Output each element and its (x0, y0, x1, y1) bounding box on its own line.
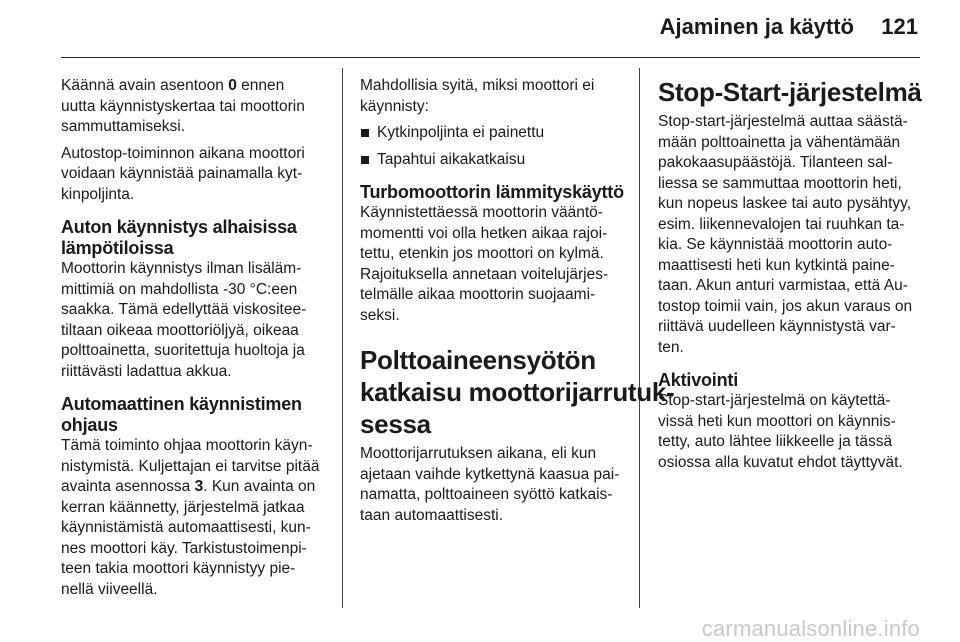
paragraph-start-failure: Mahdollisia syitä, miksi moottori ei käynnisty: (360, 77, 595, 115)
column-divider-left (342, 68, 343, 608)
bullet-square-icon (361, 156, 369, 164)
heading-stop-start: Stop-Start-järjestelmä (658, 77, 922, 107)
paragraph-key-position: Käännä avain asentoon 0 ennen uutta käynnistyskertaa tai moottorin sammuttamiseksi. (61, 77, 305, 135)
paragraph-activation: Stop-start-järjestelmä on käytettä- vissä heti kun moottori on käynnis- tetty, auto lähtee liikkeelle ja tässä osiossa alla kuvatut ehdot täyttyvät. (658, 392, 903, 471)
heading-cold-start: Auton käynnistys alhaisissa lämpötiloissa (61, 217, 297, 258)
bullet-square-icon (361, 129, 369, 137)
header-rule (61, 57, 920, 58)
column-1 (61, 76, 339, 606)
column-divider-right (639, 68, 640, 608)
heading-activation: Aktivointi (658, 370, 739, 390)
paragraph-cold-start: Moottorin käynnistys ilman lisäläm- mittimiä on mahdollista -30 °C:een saakka. Tämä edellyttää viskositee- tiltaan oikeaa moottoriöljyä, oikeaa polttoainetta, suoritettuja huoltoja ja riittävästi ladattua akkua. (61, 260, 307, 380)
section-title: Ajaminen ja käyttö (659, 14, 854, 39)
heading-auto-starter: Automaattinen käynnistimen ohjaus (61, 394, 302, 435)
list-item: Tapahtui aikakatkaisu (360, 150, 628, 171)
paragraph-turbo-warmup: Käynnistettäessä moottorin vääntö- momentti voi olla hetken aikaa rajoi- tettu, etenkin jos moottori on kylmä. Rajoituksella annetaan voitelujärjes- telmälle aikaa moottorin suojaami- seksi. (360, 204, 609, 324)
paragraph-auto-starter: Tämä toiminto ohjaa moottorin käyn- nistymistä. Kuljettajan ei tarvitse pitää avainta asennossa 3. Kun avainta on kerran käännetty, järjestelmä jatkaa käynnistämistä automaattisesti, kun- nes moottori käy. Tarkistustoimenpi- teen takia moottori käynnistyy pie- nellä viiveellä. (61, 437, 320, 598)
heading-fuel-cutoff: Polttoaineensyötön katkaisu moottorijarrutuk- sessa (360, 345, 675, 439)
watermark: carmanualsonline.info (701, 616, 920, 641)
column-3 (658, 76, 930, 479)
paragraph-fuel-cutoff: Moottorijarrutuksen aikana, eli kun ajetaan vaihde kytkettynä kaasua pai- namatta, polttoaineen syöttö katkais- taan automaattisesti. (360, 445, 620, 524)
page-header (0, 0, 960, 58)
paragraph-autostop: Autostop-toiminnon aikana moottori voidaan käynnistää painamalla kyt- kinpoljinta. (61, 144, 305, 203)
paragraph-stop-start: Stop-start-järjestelmä auttaa säästä- mään polttoainetta ja vähentämään pakokaasupäästöjä. Tilanteen sal- liessa se sammuttaa moottorin heti, kun nopeus laskee tai auto pysähtyy, esim. liikennevalojen tai ruuhkan ta- kia. Se käynnistää moottorin auto- maattisesti heti kun kytkintä paine- taan. Akun anturi varmistaa, että Au- tostop toimii vain, jos akun varaus on riittävä uudelleen käynnistystä var- ten. (658, 113, 913, 356)
heading-turbo-warmup: Turbomoottorin lämmityskäyttö (360, 182, 624, 202)
column-2 (360, 76, 675, 532)
list-item: Kytkinpoljinta ei painettu (360, 123, 628, 144)
failure-reasons-list (360, 123, 628, 170)
page-number: 121 (881, 14, 918, 39)
